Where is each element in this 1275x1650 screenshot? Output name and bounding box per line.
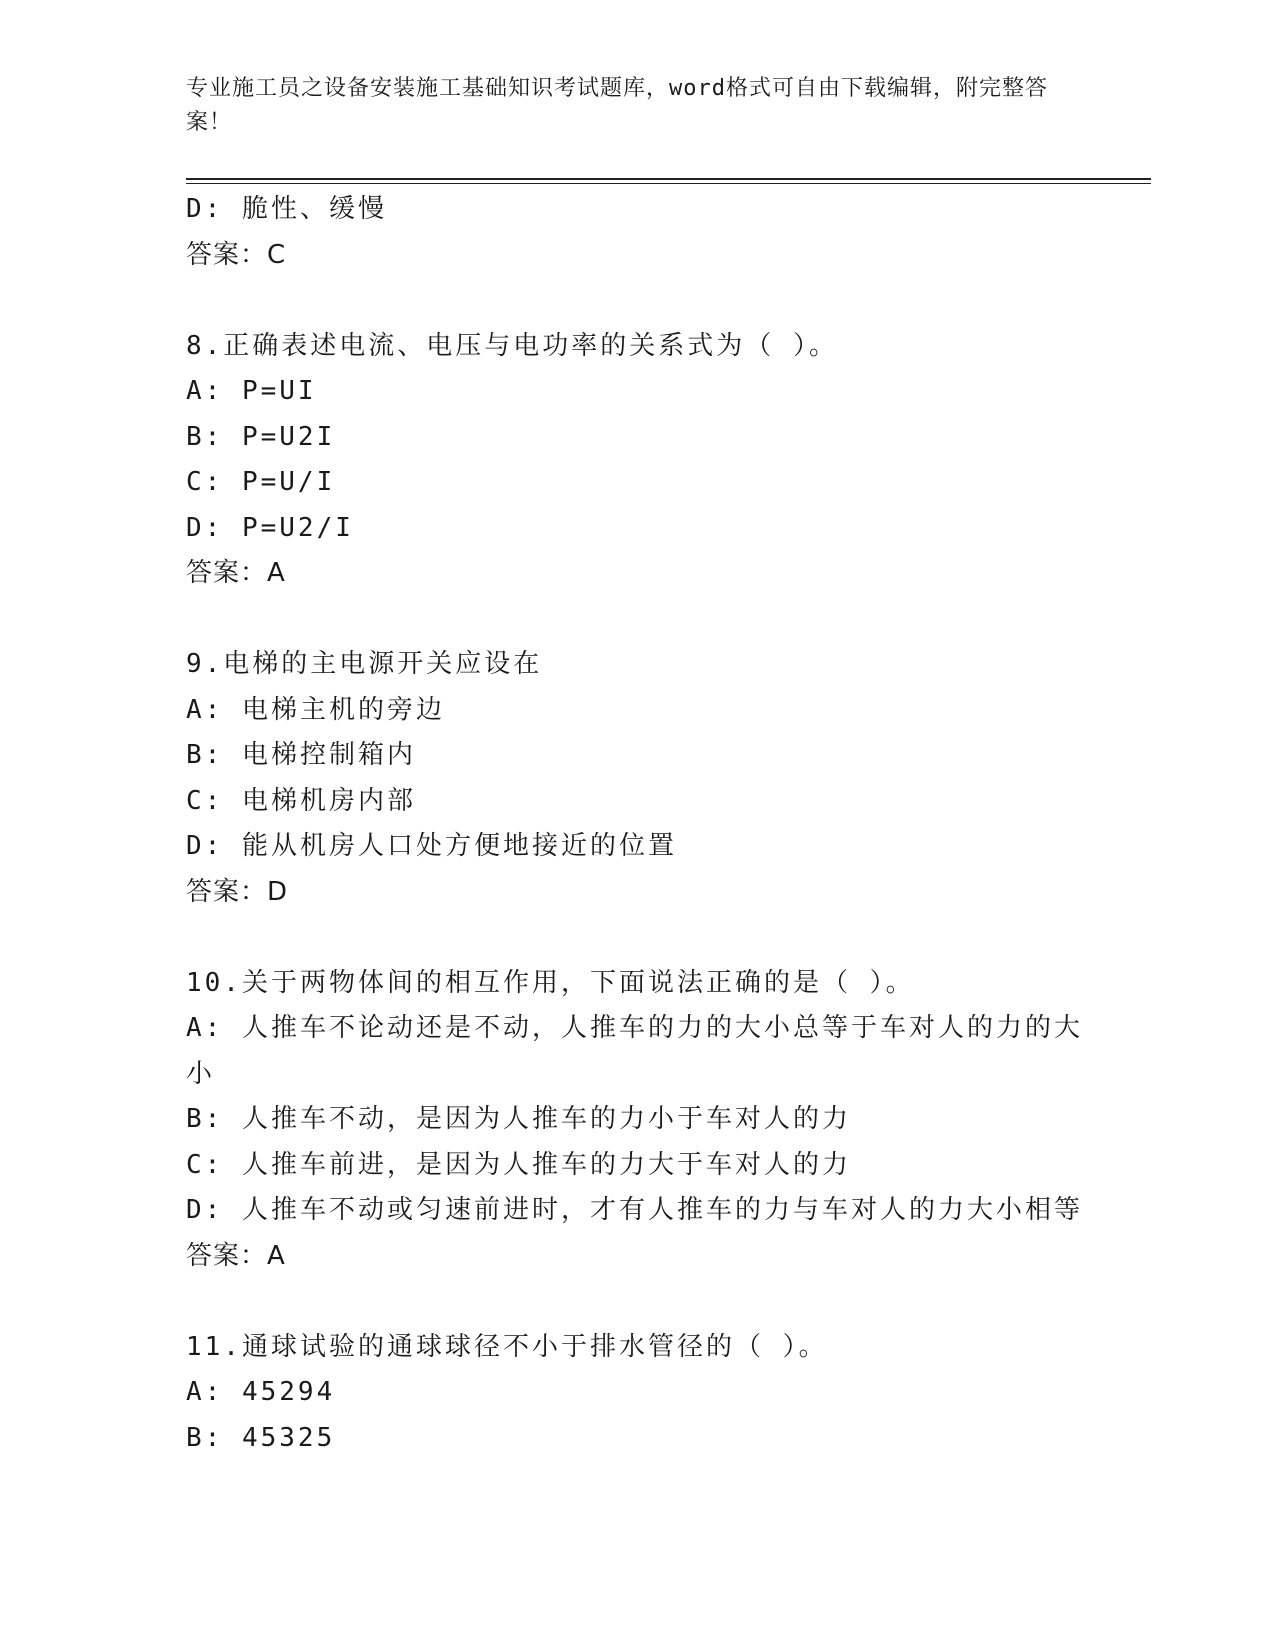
answer: 答案：C bbox=[186, 239, 287, 270]
header-divider bbox=[186, 178, 1151, 180]
spacer bbox=[186, 915, 1086, 961]
question-11 bbox=[186, 1325, 1086, 1462]
option-a: A: P=UI bbox=[186, 376, 317, 406]
spacer bbox=[186, 1279, 1086, 1325]
question-stem: 10.关于两物体间的相互作用，下面说法正确的是（ ）。 bbox=[186, 967, 915, 998]
question-9 bbox=[186, 642, 1086, 915]
option-d: D: 脆性、缓慢 bbox=[186, 194, 387, 224]
header-divider-thin bbox=[186, 183, 1151, 184]
option-c: C: 电梯机房内部 bbox=[186, 785, 416, 816]
spacer bbox=[186, 278, 1086, 324]
answer: 答案：D bbox=[186, 876, 289, 907]
question-8 bbox=[186, 324, 1086, 597]
question-10 bbox=[186, 961, 1086, 1280]
option-b: B: 电梯控制箱内 bbox=[186, 740, 416, 770]
option-d: D: 能从机房人口处方便地接近的位置 bbox=[186, 831, 677, 861]
option-c: C: P=U/I bbox=[186, 467, 336, 497]
option-d: D: P=U2/I bbox=[186, 512, 354, 543]
option-a: A: 人推车不论动还是不动，人推车的力的大小总等于车对人的力的大小 bbox=[186, 1013, 1083, 1089]
option-a: A: 电梯主机的旁边 bbox=[186, 694, 445, 725]
option-c: C: 人推车前进，是因为人推车的力大于车对人的力 bbox=[186, 1149, 851, 1180]
question-stem: 11.通球试验的通球球径不小于排水管径的（ ）。 bbox=[186, 1331, 828, 1362]
question-stem: 8.正确表述电流、电压与电功率的关系式为（ ）。 bbox=[186, 330, 838, 361]
option-a: A: 45294 bbox=[186, 1377, 336, 1407]
option-b: B: 人推车不动，是因为人推车的力小于车对人的力 bbox=[186, 1104, 851, 1134]
answer: 答案：A bbox=[186, 558, 286, 588]
document-header: 专业施工员之设备安装施工基础知识考试题库，word格式可自由下载编辑，附完整答案！ bbox=[186, 76, 1048, 135]
answer: 答案：A bbox=[186, 1240, 286, 1271]
spacer bbox=[186, 597, 1086, 643]
option-d: D: 人推车不动或匀速前进时，才有人推车的力与车对人的力大小相等 bbox=[186, 1195, 1083, 1225]
option-b: B: 45325 bbox=[186, 1422, 336, 1453]
option-b: B: P=U2I bbox=[186, 421, 336, 452]
question-list bbox=[186, 187, 1086, 1461]
question-stem: 9.电梯的主电源开关应设在 bbox=[186, 649, 543, 679]
